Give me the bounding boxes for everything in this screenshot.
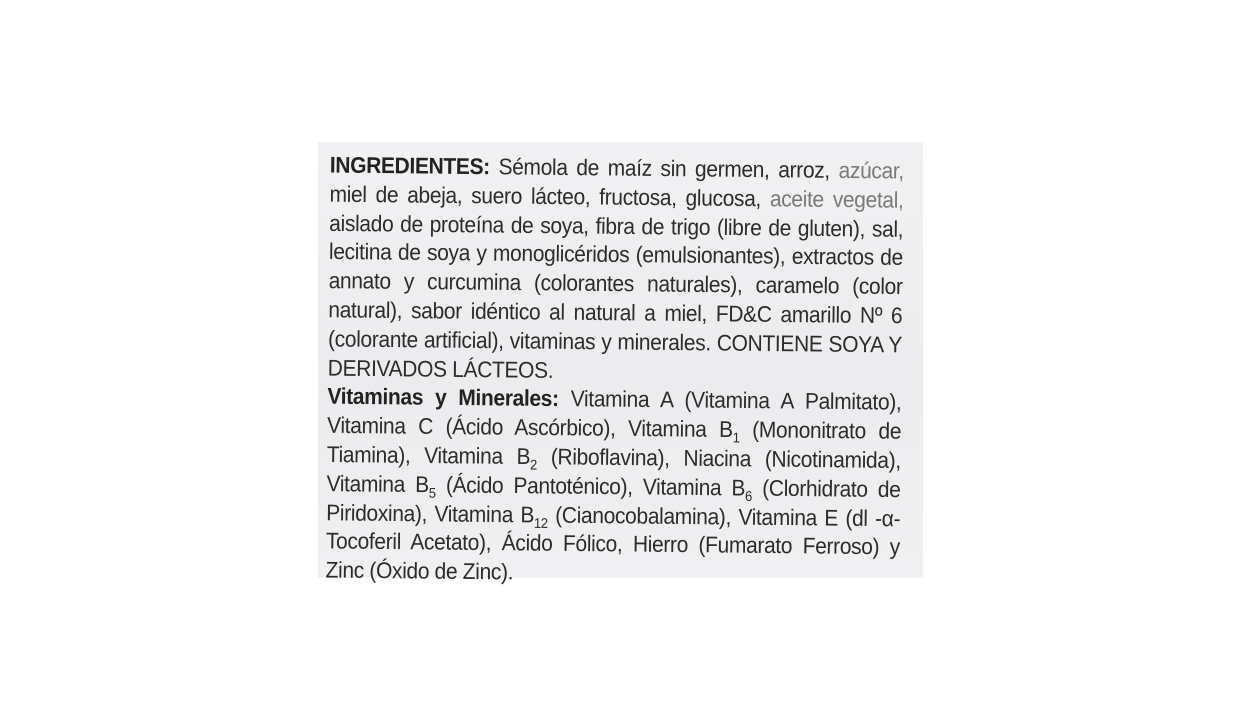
vitamins-text-2: (Mononitrato de Tiamina), Vitamina B	[326, 417, 902, 470]
ingredients-text-c: aislado de proteína de soya, fibra de trigo (libre de gluten), sal, lecitina de soya y monoglicéridos (emulsionantes), extractos de annato y curcumina (colorantes naturales), caramelo (color natural), sabor idéntico al natural a miel, FD&C amarillo Nº 6 (colorante artificial), vitaminas y minerales. CONTIENE SOYA Y DERIVADOS LÁCTEOS.	[327, 210, 904, 383]
ingredients-paragraph	[328, 152, 904, 390]
vitamin-b-subscript-6: 6	[744, 487, 753, 504]
vitamin-b-subscript-5: 5	[428, 484, 436, 501]
ingredients-text-b: miel de abeja, suero lácteo, fructosa, glucosa,	[329, 182, 771, 212]
vitamins-paragraph	[325, 384, 901, 593]
vitamins-text-5: (Clorhidrato de Piridoxina), Vitamina B	[326, 475, 901, 528]
ingredients-label	[318, 142, 923, 586]
ingredients-heading: INGREDIENTES:	[329, 153, 490, 180]
vitamins-text-1: Vitamina A (Vitamina A Palmitato), Vitamina C (Ácido Ascórbico), Vitamina B	[327, 387, 902, 443]
vitamins-text-3: (Riboflavina), Niacina (Nicotinamida), Vitamina B	[326, 444, 901, 498]
vitamin-b-subscript-12: 12	[533, 514, 548, 531]
label-text-block	[325, 152, 904, 592]
vitamins-text-6: (Cianocobalamina), Vitamina E (dl -α-Tocoferil Acetato), Ácido Fólico, Hierro (Fumarato Ferroso) y Zinc (Óxido de Zinc).	[325, 502, 901, 586]
vitamin-b-subscript-1: 1	[732, 429, 740, 446]
ingredients-text-faint-1: azúcar,	[838, 158, 904, 184]
ingredients-text-faint-2: aceite vegetal,	[769, 186, 904, 213]
vitamins-text-4: (Ácido Pantoténico), Vitamina B	[435, 472, 746, 501]
vitamin-b-subscript-2: 2	[530, 456, 538, 473]
ingredients-text-a: Sémola de maíz sin germen, arroz,	[489, 154, 839, 184]
vitamins-heading: Vitaminas y Minerales:	[327, 384, 559, 412]
